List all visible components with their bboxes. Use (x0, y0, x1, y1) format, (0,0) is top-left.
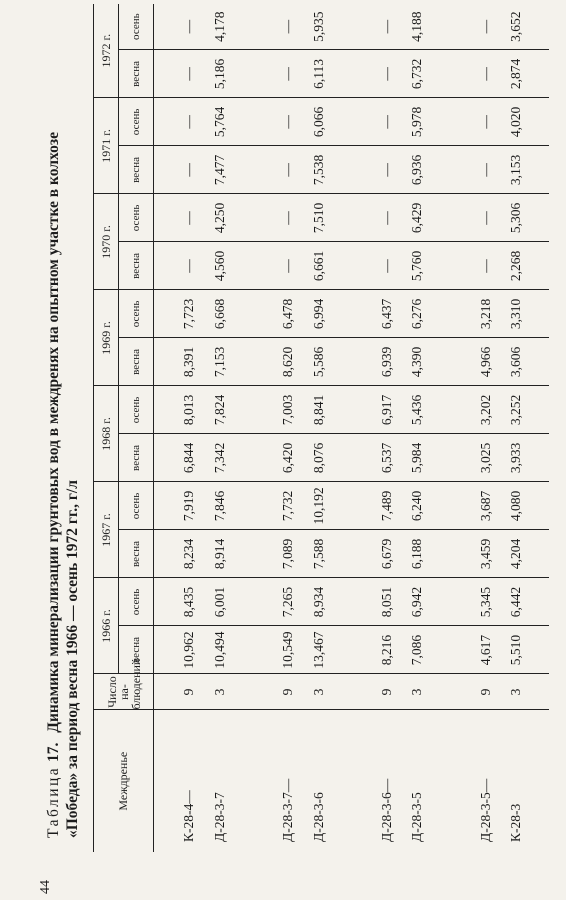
value-cell: 6,442 (501, 578, 549, 626)
season-header: осень (119, 98, 154, 146)
value-cell: — (352, 194, 403, 242)
value-cell: 6,437 (352, 290, 403, 338)
value-cell: 8,435 (154, 578, 205, 626)
value-cell: 8,216 (352, 626, 403, 674)
value-cell: 4,390 (402, 338, 450, 386)
value-cell: 6,732 (402, 50, 450, 98)
row-name-cell: Д-28-3-5 (402, 710, 450, 852)
value-cell: — (450, 98, 501, 146)
season-header: осень (119, 482, 154, 530)
table-row (402, 4, 450, 852)
value-cell: 3,025 (450, 434, 501, 482)
season-header: осень (119, 194, 154, 242)
value-cell: 6,001 (205, 578, 253, 626)
value-cell: 6,537 (352, 434, 403, 482)
value-cell: 8,076 (304, 434, 352, 482)
value-cell: — (450, 194, 501, 242)
row-name-cell: К-28-4— (154, 710, 205, 852)
value-cell: 4,178 (211, 11, 227, 42)
value-cell: 6,420 (253, 434, 304, 482)
value-cell: — (154, 50, 205, 98)
value-cell: 5,764 (205, 98, 253, 146)
row-count-cell: 9 (253, 674, 304, 710)
value-cell: 2,874 (501, 50, 549, 98)
value-cell: 7,919 (154, 482, 205, 530)
year-header: 1972 г. (94, 4, 119, 98)
row-name-cell: Д-28-3-6 (304, 710, 352, 852)
row-count-cell: 3 (205, 674, 253, 710)
value-cell: — (154, 242, 205, 290)
value-cell: — (352, 98, 403, 146)
value-cell: 4,204 (501, 530, 549, 578)
value-cell: 7,089 (253, 530, 304, 578)
value-cell: 7,510 (304, 194, 352, 242)
value-cell: 7,489 (352, 482, 403, 530)
year-header: 1969 г. (94, 290, 119, 386)
value-cell: 6,936 (402, 146, 450, 194)
value-cell: 3,652 (507, 11, 523, 42)
value-cell: 10,192 (304, 482, 352, 530)
value-cell: 8,620 (253, 338, 304, 386)
value-cell: 6,066 (304, 98, 352, 146)
value-cell: 4,020 (501, 98, 549, 146)
value-cell: 6,994 (304, 290, 352, 338)
value-cell: 5,984 (402, 434, 450, 482)
value-cell: — (253, 194, 304, 242)
value-cell: 5,306 (501, 194, 549, 242)
row-name-cell: Д-28-3-5— (450, 710, 501, 852)
value-cell: 10,549 (253, 626, 304, 674)
value-cell: 8,934 (304, 578, 352, 626)
caption-line-1: Динамика минерализации грунтовых вод в междренях на опытном участке в колхозе (45, 132, 62, 733)
value-cell: 7,538 (304, 146, 352, 194)
year-header: 1971 г. (94, 98, 119, 194)
value-cell: 5,978 (402, 98, 450, 146)
value-cell: 3,252 (501, 386, 549, 434)
value-cell: 3,459 (450, 530, 501, 578)
value-cell: 7,732 (253, 482, 304, 530)
row-count-cell: 9 (352, 674, 403, 710)
value-cell: 6,661 (304, 242, 352, 290)
season-header: осень (119, 578, 154, 626)
value-cell: — (450, 242, 501, 290)
value-cell: 4,188 (409, 11, 425, 42)
season-header: осень (119, 386, 154, 434)
table-row (154, 4, 205, 852)
season-header: весна (119, 434, 154, 482)
value-cell: 8,914 (205, 530, 253, 578)
value-cell: — (181, 19, 197, 34)
year-header: 1966 г. (94, 578, 119, 674)
value-cell: 7,846 (205, 482, 253, 530)
row-name-cell: Д-28-3-7 (205, 710, 253, 852)
value-cell: 3,687 (450, 482, 501, 530)
value-cell: 3,153 (501, 146, 549, 194)
value-cell: 8,234 (154, 530, 205, 578)
value-cell: 13,467 (304, 626, 352, 674)
value-cell: 6,942 (402, 578, 450, 626)
row-name-cell: Д-28-3-6— (352, 710, 403, 852)
value-cell: 4,560 (205, 242, 253, 290)
value-cell: 6,113 (304, 50, 352, 98)
value-cell: 8,013 (154, 386, 205, 434)
value-cell: — (450, 50, 501, 98)
value-cell: 5,186 (205, 50, 253, 98)
value-cell: 6,276 (402, 290, 450, 338)
page-number: 44 (38, 880, 53, 894)
table-row (352, 4, 403, 852)
season-header: весна (119, 50, 154, 98)
value-cell: 7,477 (205, 146, 253, 194)
value-cell: 5,436 (402, 386, 450, 434)
table-row (501, 4, 549, 852)
value-cell: — (352, 242, 403, 290)
value-cell: 3,933 (501, 434, 549, 482)
value-cell: 4,250 (205, 194, 253, 242)
value-cell: 6,188 (402, 530, 450, 578)
value-cell: 7,153 (205, 338, 253, 386)
value-cell: 6,679 (352, 530, 403, 578)
value-cell: 7,588 (304, 530, 352, 578)
value-cell: 6,844 (154, 434, 205, 482)
table-caption (44, 18, 82, 838)
header-row-years (94, 4, 119, 852)
value-cell: 8,051 (352, 578, 403, 626)
value-cell: 8,391 (154, 338, 205, 386)
value-cell: 3,606 (501, 338, 549, 386)
season-header: осень (119, 290, 154, 338)
season-header: весна (119, 626, 154, 674)
value-cell: 10,494 (205, 626, 253, 674)
value-cell: — (280, 19, 296, 34)
value-cell: 5,345 (450, 578, 501, 626)
value-cell: 8,841 (304, 386, 352, 434)
value-cell: 3,218 (450, 290, 501, 338)
value-cell: 4,966 (450, 338, 501, 386)
row-count-cell: 3 (501, 674, 549, 710)
season-header: весна (119, 530, 154, 578)
caption-label: Таблица (45, 765, 62, 838)
value-cell: 6,917 (352, 386, 403, 434)
value-cell: — (378, 19, 394, 34)
year-header: 1970 г. (94, 194, 119, 290)
value-cell: 6,478 (253, 290, 304, 338)
table-row (253, 4, 304, 852)
value-cell: 7,265 (253, 578, 304, 626)
value-cell: 7,824 (205, 386, 253, 434)
year-header: 1968 г. (94, 386, 119, 482)
value-cell: — (477, 19, 493, 34)
value-cell: — (352, 146, 403, 194)
table-row (304, 4, 352, 852)
value-cell: — (352, 50, 403, 98)
value-cell: 6,240 (402, 482, 450, 530)
value-cell: 7,723 (154, 290, 205, 338)
season-header: весна (119, 338, 154, 386)
column-header-mezhdrenye: Междренье (94, 710, 154, 852)
value-cell: 5,510 (501, 626, 549, 674)
row-count-cell: 3 (402, 674, 450, 710)
caption-number: 17. (45, 742, 62, 762)
value-cell: 3,310 (501, 290, 549, 338)
season-header: осень (119, 4, 154, 50)
value-cell: 3,202 (450, 386, 501, 434)
value-cell: — (253, 98, 304, 146)
season-header: весна (119, 242, 154, 290)
value-cell: 7,003 (253, 386, 304, 434)
value-cell: — (450, 146, 501, 194)
column-header-count: Число на-блюдений (94, 674, 154, 710)
mineralization-table (93, 4, 549, 852)
year-header: 1967 г. (94, 482, 119, 578)
table-row (205, 4, 253, 852)
table-row (450, 4, 501, 852)
value-cell: 10,962 (154, 626, 205, 674)
value-cell: — (253, 146, 304, 194)
value-cell: — (154, 146, 205, 194)
value-cell: 4,617 (450, 626, 501, 674)
value-cell: 2,268 (501, 242, 549, 290)
value-cell: 5,935 (310, 11, 326, 42)
row-count-cell: 9 (450, 674, 501, 710)
caption-line-2: «Победа» за период весна 1966 — осень 1972 гг., г/л (64, 480, 81, 838)
value-cell: 5,760 (402, 242, 450, 290)
value-cell: — (154, 98, 205, 146)
season-header: весна (119, 146, 154, 194)
row-count-cell: 9 (154, 674, 205, 710)
value-cell: 7,086 (402, 626, 450, 674)
value-cell: — (253, 242, 304, 290)
value-cell: 6,429 (402, 194, 450, 242)
value-cell: — (253, 50, 304, 98)
value-cell: 5,586 (304, 338, 352, 386)
row-name-cell: К-28-3 (501, 710, 549, 852)
value-cell: 6,668 (205, 290, 253, 338)
value-cell: 7,342 (205, 434, 253, 482)
value-cell: — (154, 194, 205, 242)
row-name-cell: Д-28-3-7— (253, 710, 304, 852)
value-cell: 4,080 (501, 482, 549, 530)
value-cell: 6,939 (352, 338, 403, 386)
row-count-cell: 3 (304, 674, 352, 710)
